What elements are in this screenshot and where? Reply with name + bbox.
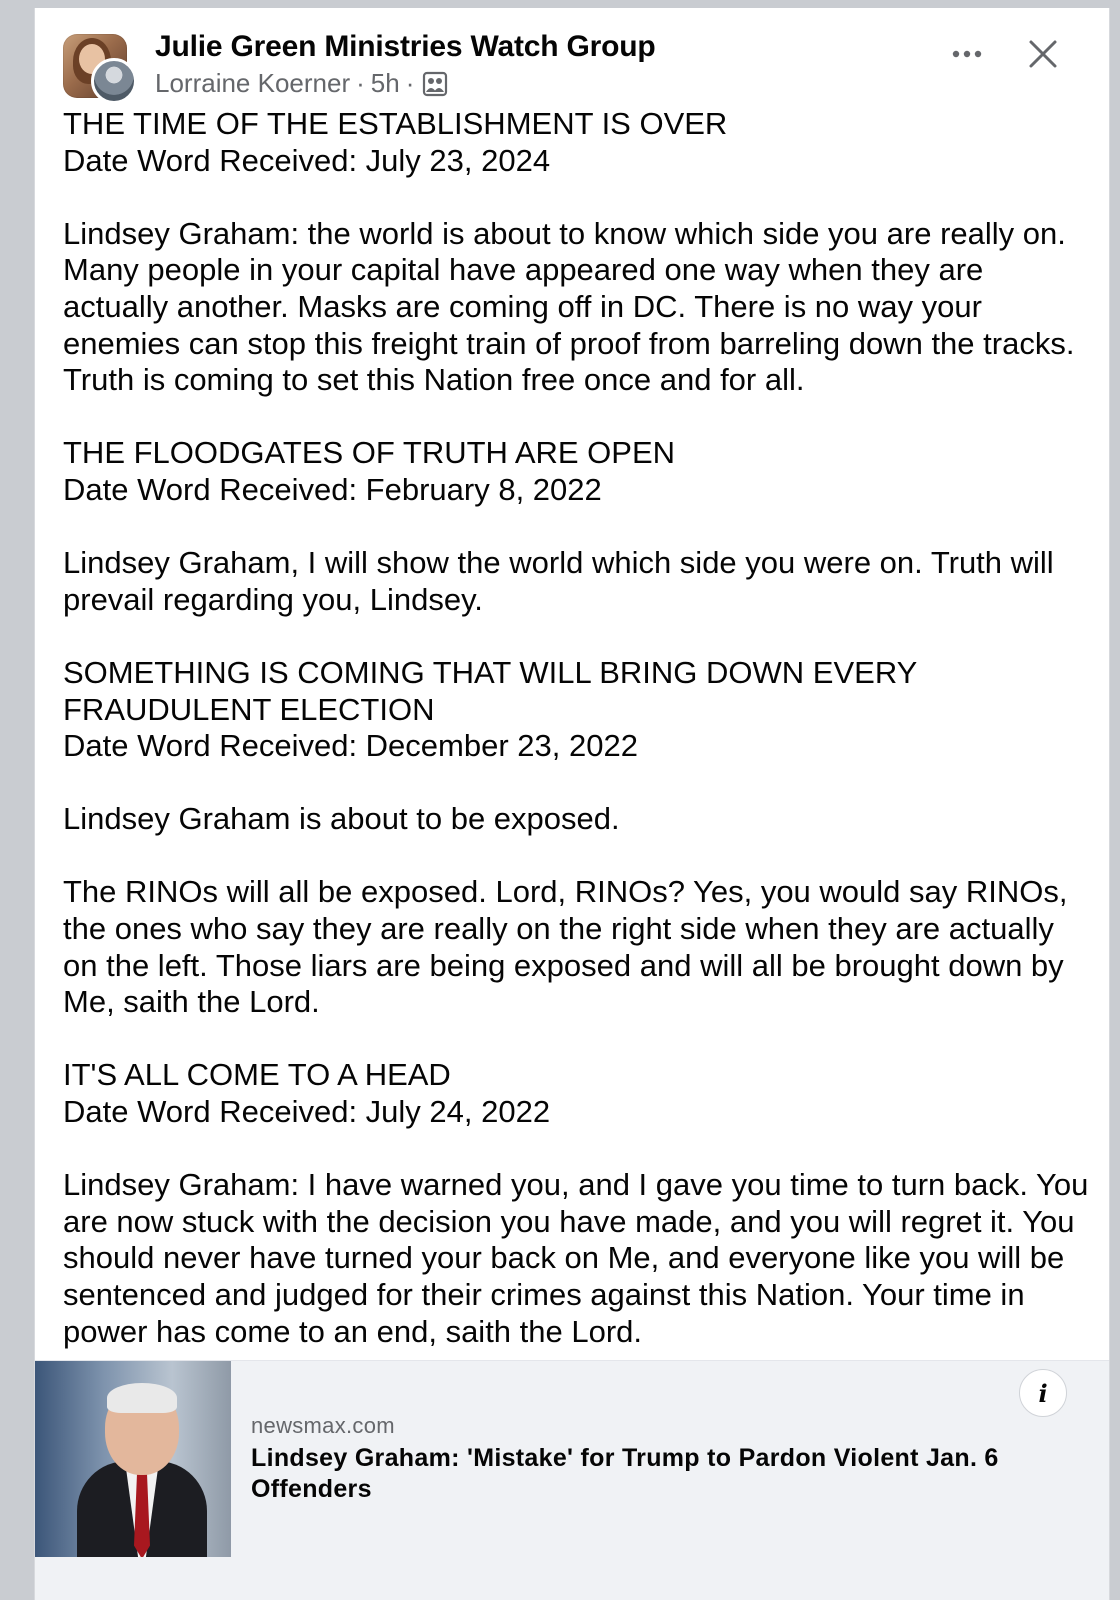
thumbnail-hair bbox=[107, 1383, 177, 1413]
post-meta bbox=[155, 68, 448, 99]
close-icon bbox=[1028, 39, 1058, 69]
info-button[interactable]: i bbox=[1019, 1369, 1067, 1417]
link-preview[interactable] bbox=[35, 1360, 1109, 1600]
link-thumbnail[interactable] bbox=[35, 1361, 231, 1557]
post-text: THE TIME OF THE ESTABLISHMENT IS OVER Date Word Received: July 23, 2024 Lindsey Graham: the world is about to know which side you are really on. Many people in your capital have appeared one way when they are actually another. Masks are coming off in DC. There is no way your enemies can stop this freight train of proof from barreling down the tracks. Truth is coming to set this Nation free once and for all. THE FLOODGATES OF TRUTH ARE OPEN Date Word Received: February 8, 2022 Lindsey Graham, I will show the world which side you were on. Truth will prevail regarding you, Lindsey. SOMETHING IS COMING THAT WILL BRING DOWN EVERY FRAUDULENT ELECTION Date Word Received: December 23, 2022 Lindsey Graham is about to be exposed. The RINOs will all be exposed. Lord, RINOs? Yes, you would say RINOs, the ones who say they are really on the right side when they are actually on the left. Those liars are being exposed and will all be brought down by Me, saith the Lord. IT'S ALL COME TO A HEAD Date Word Received: July 24, 2022 Lindsey Graham: I have warned you, and I gave you time to turn back. You are now stuck with the decision you have made, and you will regret it. You should never have turned your back on Me, and everyone like you will be sentenced and judged for their crimes against this Nation. Your time in power has come to an end, saith the Lord. bbox=[63, 106, 1089, 1349]
post-header bbox=[35, 8, 1109, 108]
more-options-icon bbox=[951, 49, 983, 59]
author-avatar[interactable] bbox=[91, 58, 137, 104]
link-domain: newsmax.com bbox=[251, 1413, 395, 1438]
author-name[interactable]: Lorraine Koerner bbox=[155, 68, 351, 98]
meta-separator: · bbox=[405, 68, 415, 98]
post-time[interactable]: 5h bbox=[370, 68, 400, 98]
post-card bbox=[34, 8, 1110, 1600]
more-options-button[interactable] bbox=[947, 34, 987, 74]
link-title[interactable]: Lindsey Graham: 'Mistake' for Trump to Pardon Violent Jan. 6 Offenders bbox=[251, 1444, 999, 1503]
close-button[interactable] bbox=[1021, 32, 1065, 76]
group-members-icon bbox=[422, 71, 448, 97]
meta-separator: · bbox=[356, 68, 365, 98]
group-name[interactable]: Julie Green Ministries Watch Group bbox=[155, 30, 656, 63]
